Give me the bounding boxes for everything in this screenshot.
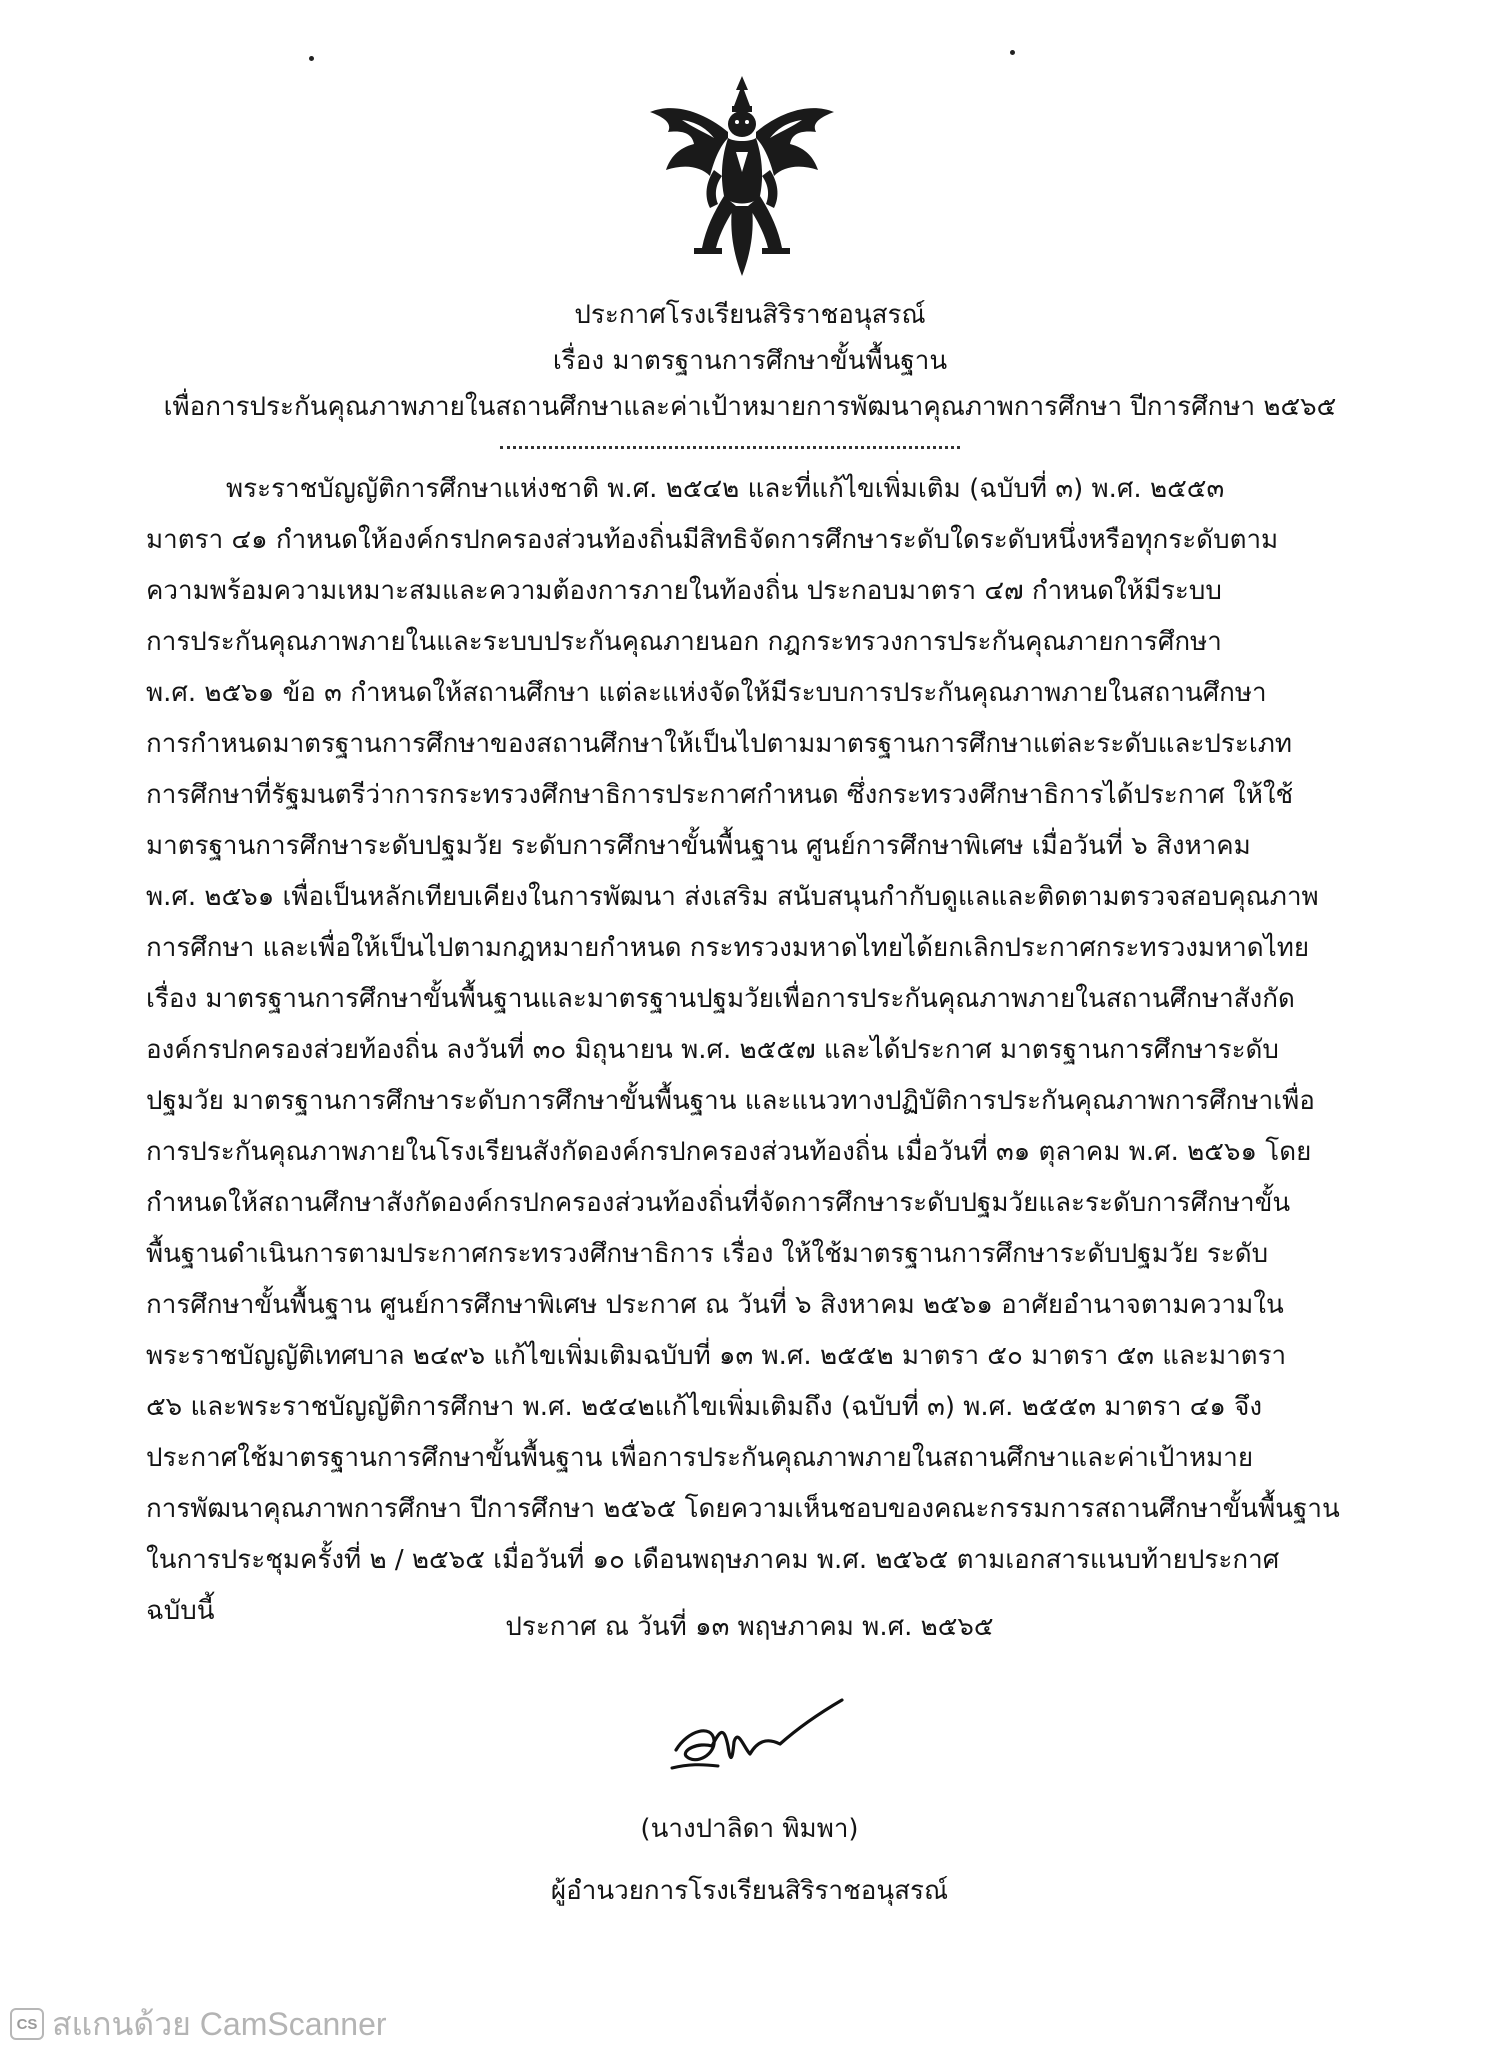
body-line: การศึกษาที่รัฐมนตรีว่าการกระทรวงศึกษาธิการประกาศกำหนด ซึ่งกระทรวงศึกษาธิการได้ประกาศ ให้ใช้ xyxy=(146,780,1294,810)
signer-name: (นางปาลิดา พิมพา) xyxy=(640,1814,859,1844)
announcement-subject: เรื่อง มาตรฐานการศึกษาขั้นพื้นฐาน xyxy=(552,346,948,376)
body-line: องค์กรปกครองส่วยท้องถิ่น ลงวันที่ ๓๐ มิถุนายน พ.ศ. ๒๕๕๗ และได้ประกาศ มาตรฐานการศึกษาระดับ xyxy=(146,1035,1279,1065)
announcement-date: ประกาศ ณ วันที่ ๑๓ พฤษภาคม พ.ศ. ๒๕๖๕ xyxy=(505,1612,994,1642)
camscanner-text: สแกนด้วย CamScanner xyxy=(52,2005,387,2042)
body-line: ในการประชุมครั้งที่ ๒ / ๒๕๖๕ เมื่อวันที่ ๑๐ เดือนพฤษภาคม พ.ศ. ๒๕๖๕ ตามเอกสารแนบท้ายประกาศ xyxy=(146,1545,1280,1575)
body-line: ๕๖ และพระราชบัญญัติการศึกษา พ.ศ. ๒๕๔๒แก้ไขเพิ่มเติมถึง (ฉบับที่ ๓) พ.ศ. ๒๕๕๓ มาตรา ๔๑ จึง xyxy=(146,1392,1263,1422)
handwritten-signature xyxy=(668,1680,868,1790)
body-line: ฉบับนี้ xyxy=(146,1596,215,1626)
announcement-body xyxy=(146,464,1340,1637)
camscanner-logo-icon: CS xyxy=(10,2008,44,2040)
scan-speck xyxy=(1010,50,1015,55)
body-line: การประกันคุณภาพภายในโรงเรียนสังกัดองค์กรปกครองส่วนท้องถิ่น เมื่อวันที่ ๓๑ ตุลาคม พ.ศ. ๒๕๖๑ โดย xyxy=(146,1137,1312,1167)
body-line: กำหนดให้สถานศึกษาสังกัดองค์กรปกครองส่วนท้องถิ่นที่จัดการศึกษาระดับปฐมวัยและระดับการศึกษาขั้น xyxy=(146,1188,1291,1218)
body-line: การประกันคุณภาพภายในและระบบประกันคุณภายนอก กฎกระทรวงการประกันคุณภายการศึกษา xyxy=(146,627,1222,657)
body-line: พื้นฐานดำเนินการตามประกาศกระทรวงศึกษาธิการ เรื่อง ให้ใช้มาตรฐานการศึกษาระดับปฐมวัย ระดับ xyxy=(146,1239,1269,1269)
body-line: การกำหนดมาตรฐานการศึกษาของสถานศึกษาให้เป็นไปตามมาตรฐานการศึกษาแต่ละระดับและประเภท xyxy=(146,729,1293,759)
signer-position: ผู้อำนวยการโรงเรียนสิริราชอนุสรณ์ xyxy=(550,1876,949,1906)
garuda-emblem-icon xyxy=(644,72,840,282)
body-line: มาตรฐานการศึกษาระดับปฐมวัย ระดับการศึกษาขั้นพื้นฐาน ศูนย์การศึกษาพิเศษ เมื่อวันที่ ๖ สิงหาคม xyxy=(146,831,1251,861)
body-line: พ.ศ. ๒๕๖๑ เพื่อเป็นหลักเทียบเคียงในการพัฒนา ส่งเสริม สนับสนุนกำกับดูแลและติดตามตรวจสอบคุณภาพ xyxy=(146,882,1319,912)
announcement-purpose: เพื่อการประกันคุณภาพภายในสถานศึกษาและค่าเป้าหมายการพัฒนาคุณภาพการศึกษา ปีการศึกษา ๒๕๖๕ xyxy=(163,392,1337,422)
body-line: ปฐมวัย มาตรฐานการศึกษาระดับการศึกษาขั้นพื้นฐาน และแนวทางปฏิบัติการประกันคุณภาพการศึกษาเพื่อ xyxy=(146,1086,1315,1116)
announcement-title: ประกาศโรงเรียนสิริราชอนุสรณ์ xyxy=(574,300,926,330)
body-line: การศึกษาขั้นพื้นฐาน ศูนย์การศึกษาพิเศษ ประกาศ ณ วันที่ ๖ สิงหาคม ๒๕๖๑ อาศัยอำนาจตามความใน xyxy=(146,1290,1284,1320)
camscanner-watermark xyxy=(0,2004,387,2044)
scan-speck xyxy=(309,56,314,61)
body-line: พ.ศ. ๒๕๖๑ ข้อ ๓ กำหนดให้สถานศึกษา แต่ละแห่งจัดให้มีระบบการประกันคุณภาพภายในสถานศึกษา xyxy=(146,678,1267,708)
body-line: การพัฒนาคุณภาพการศึกษา ปีการศึกษา ๒๕๖๕ โดยความเห็นชอบของคณะกรรมการสถานศึกษาขั้นพื้นฐาน xyxy=(146,1494,1340,1524)
title-separator xyxy=(500,446,960,449)
body-line: มาตรา ๔๑ กำหนดให้องค์กรปกครองส่วนท้องถิ่นมีสิทธิจัดการศึกษาระดับใดระดับหนึ่งหรือทุกระดับตาม xyxy=(146,525,1279,555)
body-line: เรื่อง มาตรฐานการศึกษาขั้นพื้นฐานและมาตรฐานปฐมวัยเพื่อการประกันคุณภาพภายในสถานศึกษาสังกัด xyxy=(146,984,1295,1014)
body-line: ประกาศใช้มาตรฐานการศึกษาขั้นพื้นฐาน เพื่อการประกันคุณภาพภายในสถานศึกษาและค่าเป้าหมาย xyxy=(146,1443,1254,1473)
body-line: ความพร้อมความเหมาะสมและความต้องการภายในท้องถิ่น ประกอบมาตรา ๔๗ กำหนดให้มีระบบ xyxy=(146,576,1222,606)
body-line: พระราชบัญญัติเทศบาล ๒๔๙๖ แก้ไขเพิ่มเติมฉบับที่ ๑๓ พ.ศ. ๒๕๕๒ มาตรา ๕๐ มาตรา ๕๓ และมาตรา xyxy=(146,1341,1287,1371)
body-line: การศึกษา และเพื่อให้เป็นไปตามกฎหมายกำหนด กระทรวงมหาดไทยได้ยกเลิกประกาศกระทรวงมหาดไทย xyxy=(146,933,1310,963)
body-line: พระราชบัญญัติการศึกษาแห่งชาติ พ.ศ. ๒๕๔๒ และที่แก้ไขเพิ่มเติม (ฉบับที่ ๓) พ.ศ. ๒๕๕๓ xyxy=(226,474,1225,504)
